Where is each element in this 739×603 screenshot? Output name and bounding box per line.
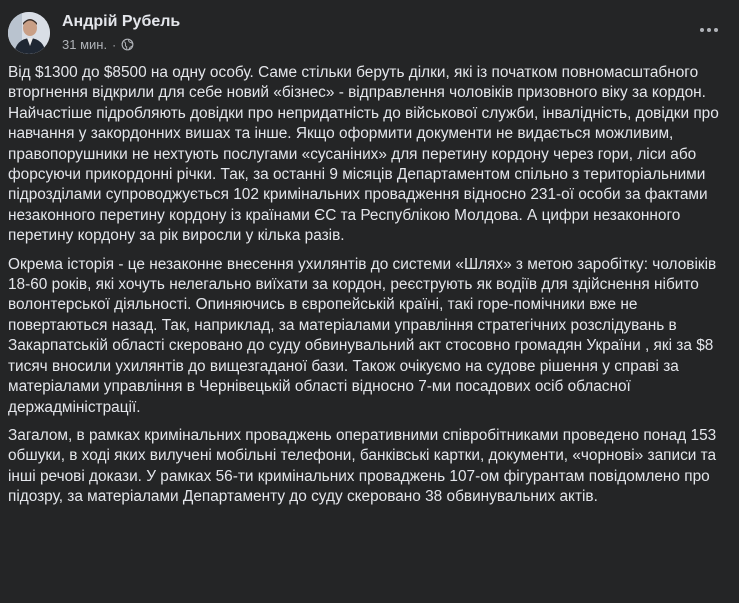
more-horizontal-icon (707, 28, 711, 32)
post-meta (62, 37, 134, 52)
post-time[interactable]: 31 мин. (62, 37, 108, 52)
globe-icon[interactable] (121, 38, 134, 51)
avatar-photo-icon (8, 12, 50, 54)
more-options-button[interactable] (693, 14, 725, 46)
author-name[interactable]: Андрій Рубель (62, 13, 181, 30)
post-body (8, 63, 733, 516)
meta-separator: · (112, 37, 117, 52)
post-paragraph: Загалом, в рамках кримінальних проваджень оперативними співробітниками проведено понад 153 обшуки, в ході яких вилучені мобільні телефони, банківські картки, документи, «чорнові» записи та інші речові докази. У рамках 56-ти кримінальних проваджень 107-ом фігурантам повідомлено про підозру, за матеріалами Департаменту до суду скеровано 38 обвинувальних актів. (8, 426, 717, 506)
post-header (8, 8, 731, 58)
avatar[interactable] (8, 12, 50, 54)
more-horizontal-icon (700, 28, 704, 32)
post-paragraph: Від $1300 до $8500 на одну особу. Саме стільки беруть ділки, які із початком повномасштабного вторгнення відкрили для себе новий «бізнес» - відправлення чоловіків призовного віку за кордон. Найчастіше підробляють довідки про непридатність до військової служби, інвалідність, довідки про навчання у закордонних вишах та інше. Якщо оформити документи не видається можливим, правопорушники не нехтують послугами «сусаніних» для перетину кордону через гори, ліси або форсуючи прикордонні річки. Так, за останні 9 місяців Департаментом спільно з територіальними підрозділами супроводжується 102 кримінальних провадження відносно 231-ої особи за фактами незаконного перетину кордону із країнами ЄС та Республікою Молдова. А цифри незаконного перетину кордону за рік виросли у кілька разів. (8, 64, 719, 245)
more-horizontal-icon (714, 28, 718, 32)
post-paragraph: Окрема історія - це незаконне внесення ухилянтів до системи «Шлях» з метою заробітку: чоловіків 18-60 років, які хочуть нелегально виїхати за кордон, реєструють як водіїв для здійснення нібито волонтерської діяльності. Опиняючись в європейській країні, такі горе-помічники вже не повертаються назад. Так, наприклад, за матеріалами управління стратегічних розслідувань в Закарпатській області скеровано до суду обвинувальний акт стосовно громадян України , які за $8 тисяч вносили ухилянтів до вищезгаданої бази. Також очікуємо на судове рішення у справі за матеріалами управління в Чернівецькій області відносно 7-ми посадових осіб обласної держадміністрації. (8, 255, 717, 416)
